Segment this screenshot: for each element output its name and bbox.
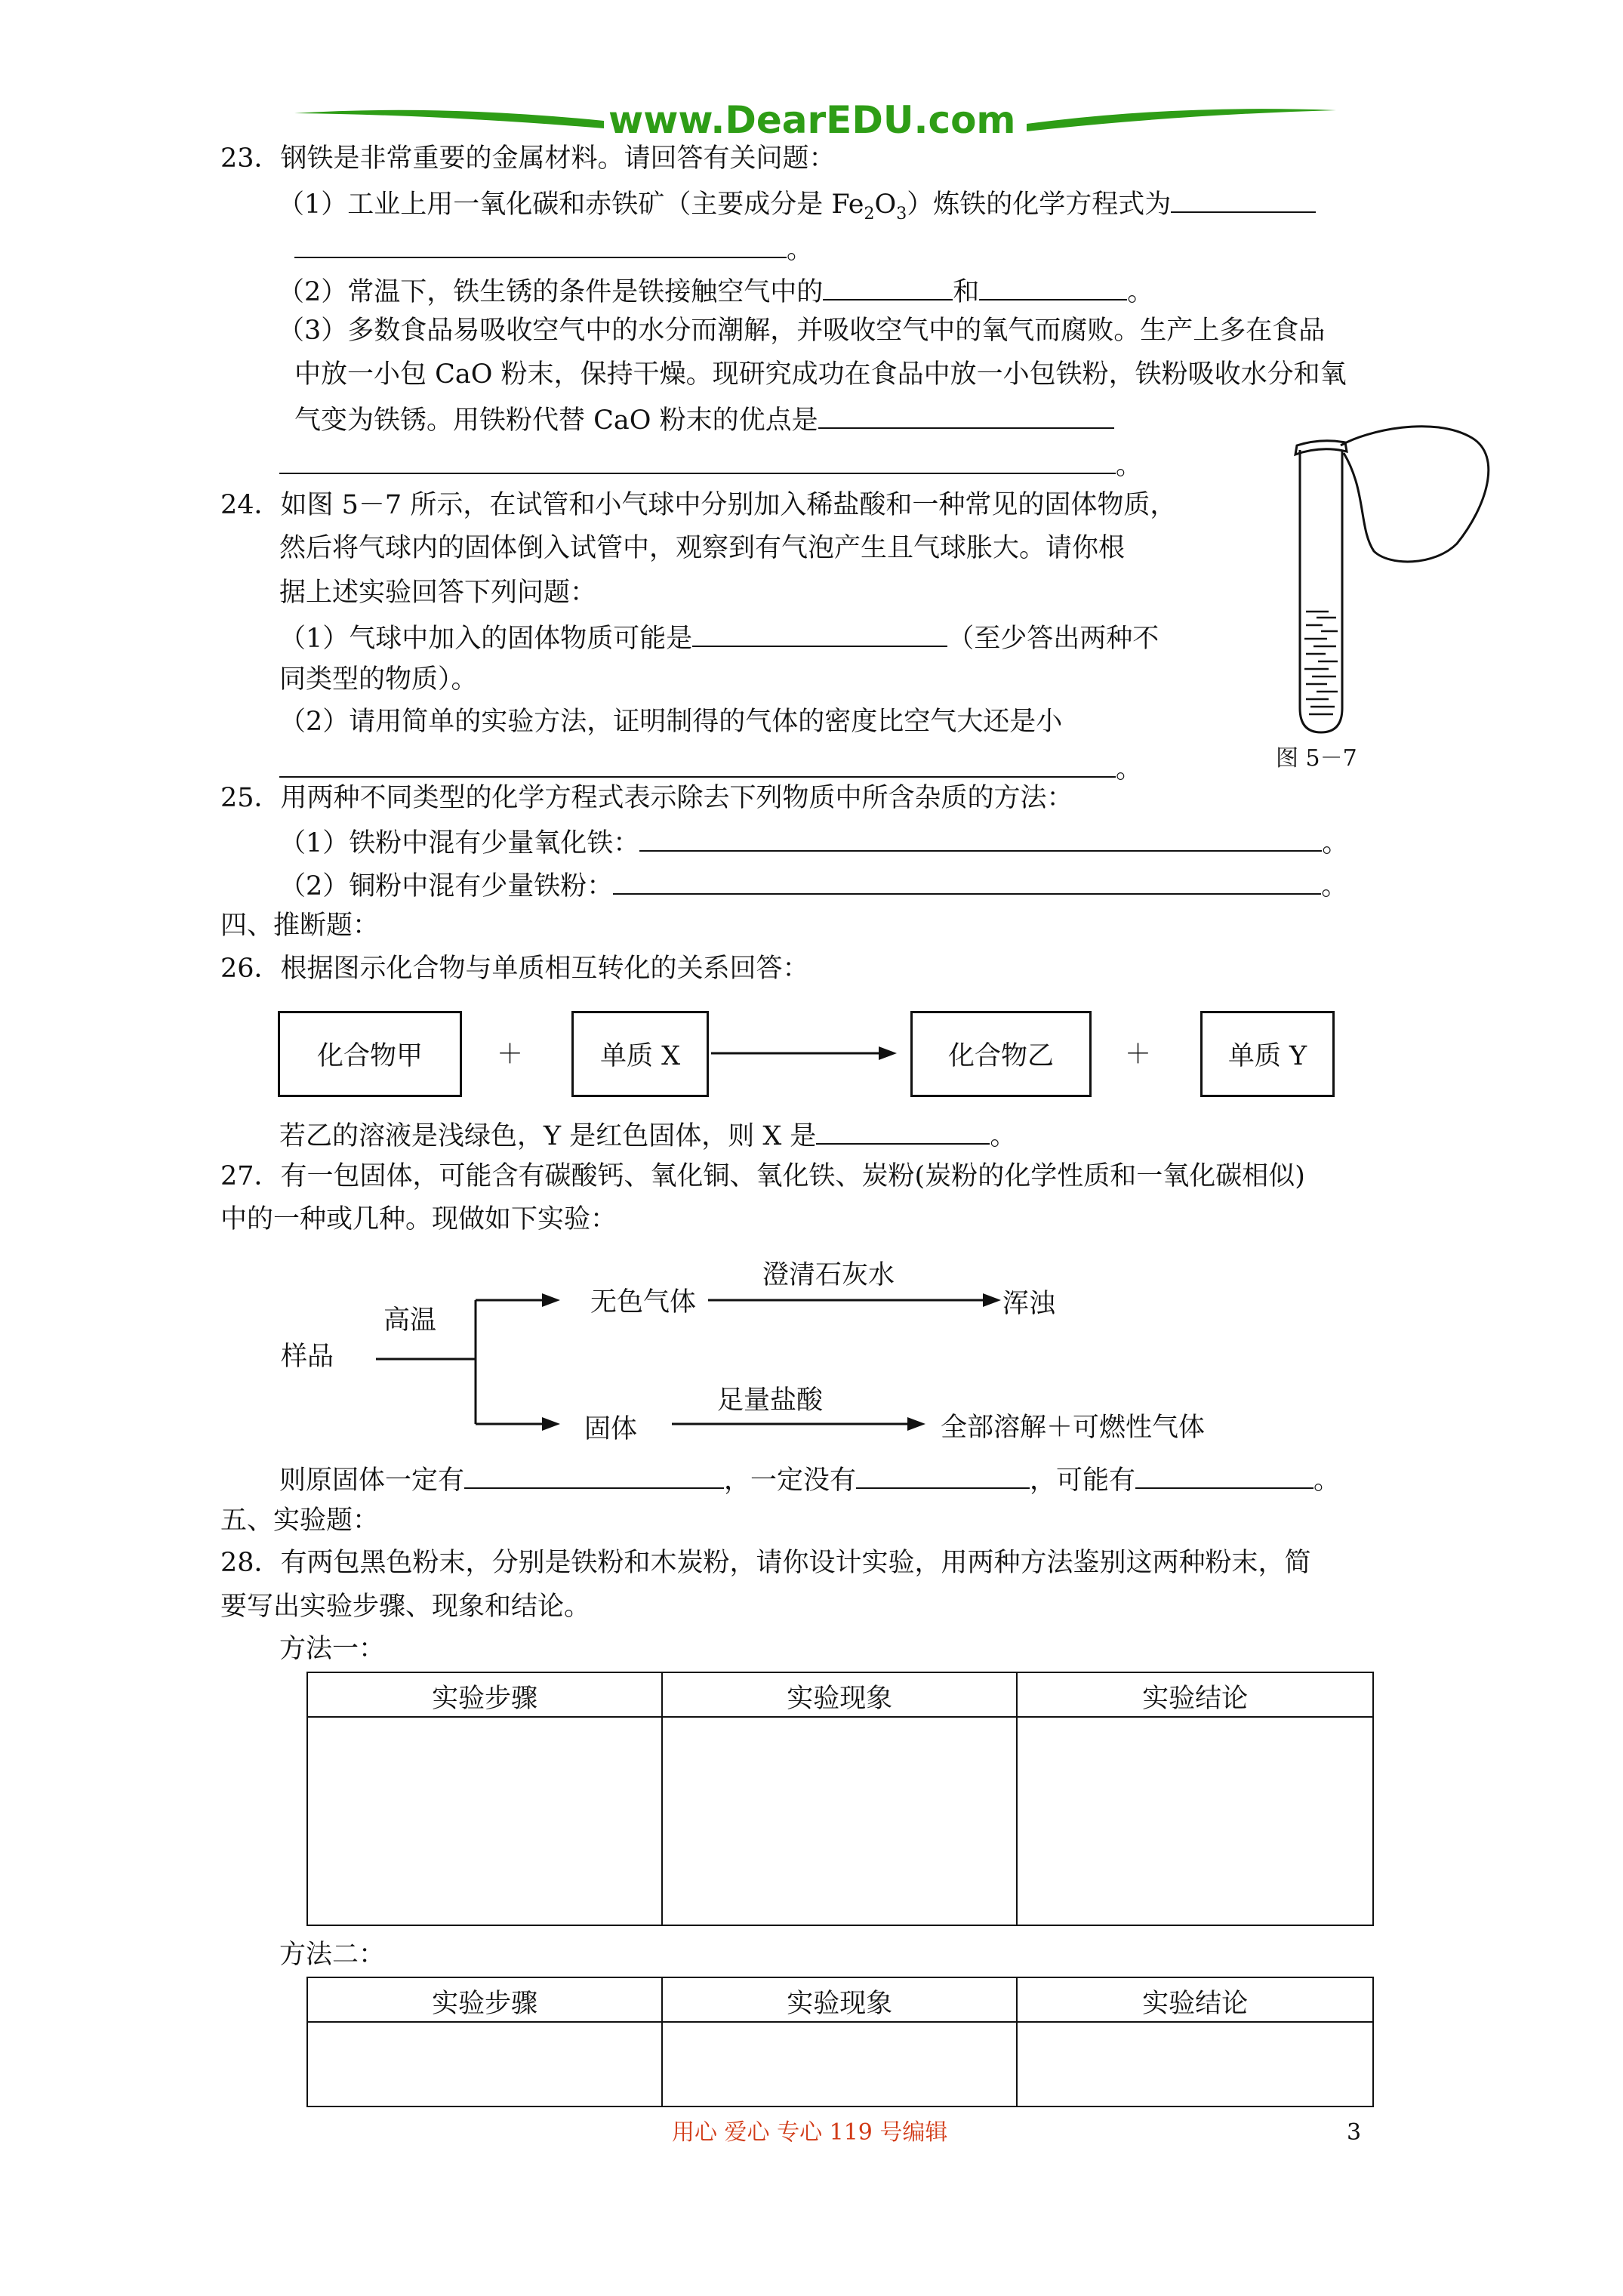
q24-part1: （1）气球中加入的固体物质可能是 （至少答出两种不 (279, 624, 1160, 654)
answer-blank (1171, 189, 1316, 213)
q23-stem: 23．钢铁是非常重要的金属材料。请回答有关问题： (220, 143, 836, 174)
element-x-box: 单质 X (571, 1011, 709, 1097)
table-cell[interactable] (1017, 2022, 1373, 2106)
method-1-label: 方法一： (279, 1634, 386, 1664)
answer-blank (1135, 1465, 1313, 1489)
q28-line1: 28．有两包黑色粉末，分别是铁粉和木炭粉，请你设计实验，用两种方法鉴别这两种粉末，简 (220, 1548, 1311, 1578)
q23-part1: （1）工业上用一氧化碳和赤铁矿（主要成分是 $Fe_2O_3$）炼铁的化学方程式为 (278, 189, 1316, 223)
table-cell[interactable] (307, 1717, 662, 1925)
section-5-heading: 五、实验题： (220, 1505, 380, 1536)
answer-blank (279, 754, 1116, 778)
q23-part3-cont: 。 (279, 450, 1142, 479)
q24-line1: 24．如图 5－7 所示，在试管和小气球中分别加入稀盐酸和一种常见的固体物质， (220, 490, 1177, 520)
q23-part2: （2）常温下，铁生锈的条件是铁接触空气中的 和 。 (278, 277, 1154, 307)
answer-blank (613, 871, 1321, 895)
solid-label: 固体 (584, 1414, 638, 1444)
reagent2-label: 足量盐酸 (717, 1385, 824, 1416)
footer-text: 用心 爱心 专心 119 号编辑 (672, 2119, 948, 2146)
answer-blank (818, 405, 1114, 429)
q23-part3-line3: 气变为铁锈。用铁粉代替 CaO 粉末的优点是 (294, 405, 1114, 434)
q24-line2: 然后将气球内的固体倒入试管中，观察到有气泡产生且气球胀大。请你根 (279, 533, 1126, 563)
section-4-heading: 四、推断题： (220, 911, 380, 941)
q27-answer: 则原固体一定有 ，一定没有 ，可能有 。 (279, 1465, 1341, 1496)
plus-sign: ＋ (497, 1040, 524, 1070)
q24-line3: 据上述实验回答下列问题： (279, 578, 597, 608)
answer-blank (816, 1120, 990, 1145)
table-header-steps: 实验步骤 (307, 1672, 662, 1717)
table-header-conclusion: 实验结论 (1017, 1977, 1373, 2022)
answer-blank (856, 1465, 1030, 1489)
test-tube-balloon-figure (1283, 423, 1495, 740)
table-header-phenomena: 实验现象 (662, 1977, 1017, 2022)
table-cell[interactable] (662, 2022, 1017, 2106)
q27-line1: 27．有一包固体，可能含有碳酸钙、氧化铜、氧化铁、炭粉(炭粉的化学性质和一氧化碳相似) (220, 1161, 1305, 1191)
answer-blank (692, 623, 947, 647)
q24-part2: （2）请用简单的实验方法，证明制得的气体的密度比空气大还是小 (279, 707, 1063, 737)
compound-a-box: 化合物甲 (278, 1011, 462, 1097)
table-cell[interactable] (662, 1717, 1017, 1925)
q23-part3-line2: 中放一小包 CaO 粉末，保持干燥。现研究成功在食品中放一小包铁粉，铁粉吸收水分和氧 (294, 359, 1347, 390)
method-2-table (306, 1977, 1374, 2107)
result2-label: 全部溶解＋可燃性气体 (941, 1413, 1206, 1443)
q23-part3-line1: （3）多数食品易吸收空气中的水分而潮解，并吸收空气中的氧气而腐败。生产上多在食品 (278, 316, 1326, 346)
method-1-table (306, 1672, 1374, 1926)
reagent1-label: 澄清石灰水 (762, 1260, 895, 1290)
q28-line2: 要写出实验步骤、现象和结论。 (220, 1592, 591, 1622)
table-cell[interactable] (1017, 1717, 1373, 1925)
q26-stem: 26．根据图示化合物与单质相互转化的关系回答： (220, 954, 809, 984)
table-header-steps: 实验步骤 (307, 1977, 662, 2022)
answer-blank (464, 1465, 724, 1489)
table-header-conclusion: 实验结论 (1017, 1672, 1373, 1717)
q27-line2: 中的一种或几种。现做如下实验： (220, 1204, 617, 1234)
method-2-label: 方法二： (279, 1940, 386, 1970)
site-logo-text: www.DearEDU.com (608, 98, 1016, 142)
answer-blank (979, 276, 1127, 300)
q25-part1: （1）铁粉中混有少量氧化铁： 。 (279, 828, 1349, 858)
q24-part1-cont: 同类型的物质）。 (279, 664, 478, 695)
table-header-phenomena: 实验现象 (662, 1672, 1017, 1717)
answer-blank (639, 827, 1322, 852)
result1-label: 浑浊 (1002, 1289, 1056, 1319)
q25-stem: 25．用两种不同类型的化学方程式表示除去下列物质中所含杂质的方法： (220, 783, 1073, 813)
figure-caption: 图 5－7 (1276, 745, 1357, 772)
page-number: 3 (1347, 2119, 1362, 2146)
reaction-arrow (711, 1042, 900, 1065)
q25-part2: （2）铜粉中混有少量铁粉： 。 (279, 871, 1348, 901)
sample-label: 样品 (281, 1342, 334, 1372)
gas-label: 无色气体 (590, 1287, 697, 1318)
condition-label: 高温 (383, 1305, 437, 1336)
q24-part2-cont: 。 (279, 754, 1142, 783)
answer-blank (823, 276, 953, 300)
element-y-box: 单质 Y (1200, 1011, 1335, 1097)
answer-blank (279, 450, 1116, 474)
compound-b-box: 化合物乙 (910, 1011, 1092, 1097)
q26-answer: 若乙的溶液是浅绿色，Y 是红色固体，则 X 是 。 (279, 1121, 1017, 1151)
table-cell[interactable] (307, 2022, 662, 2106)
answer-blank (294, 234, 787, 258)
plus-sign: ＋ (1125, 1040, 1152, 1070)
q23-part1-cont: 。 (294, 234, 813, 264)
